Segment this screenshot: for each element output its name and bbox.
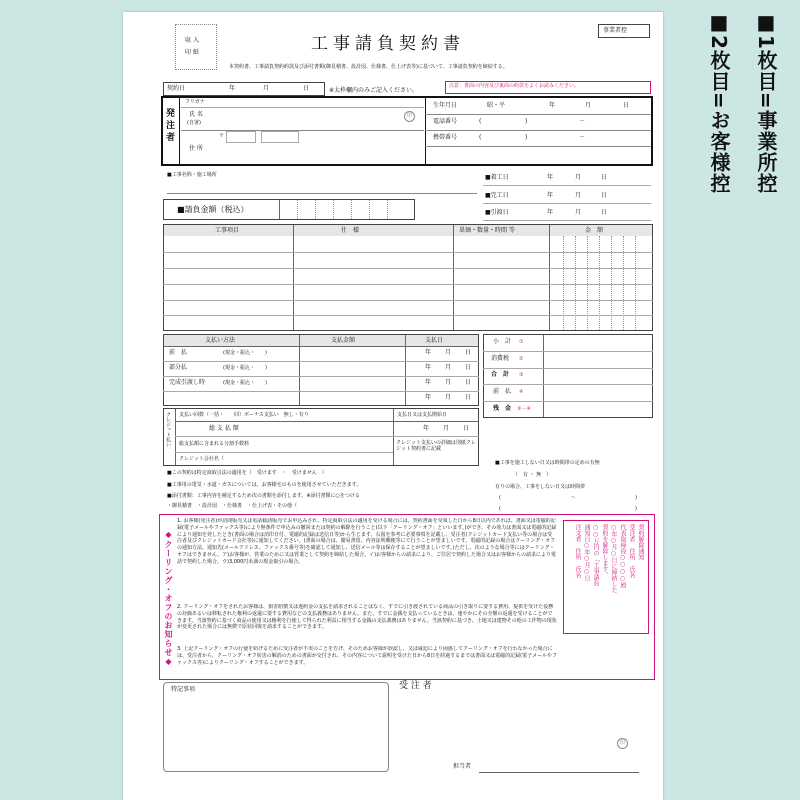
payment-row-partial-method: (現金・振込・ ) <box>223 365 267 371</box>
pay-date-year-4: 年 <box>425 394 432 401</box>
pay-date-year-3: 年 <box>425 379 432 386</box>
handover-date-label: ■引渡日 <box>485 209 509 216</box>
credit-year: 年 <box>423 425 430 432</box>
tax-num: ② <box>519 356 524 362</box>
payment-row-completion-method: (現金・振込・ ) <box>223 380 267 386</box>
orderer-label: 発注者 <box>164 108 174 144</box>
credit-note: クレジット支払いの詳細は別紙クレジット契約書に記載 <box>396 440 476 453</box>
credit-count-row: 支払い回数（一括・ 回）ボーナス支払い 無し・有り <box>179 412 309 418</box>
birth-month: 月 <box>585 102 592 109</box>
hours-paren-open: ( <box>499 495 501 501</box>
attachments-list: ・御見積書 ・設計図 ・仕様書 ・仕上げ表・その他（ <box>167 503 298 509</box>
hours-paren-close-2: ) <box>635 506 637 512</box>
pay-date-year-2: 年 <box>425 364 432 371</box>
credit-company-label: クレジット会社名（ <box>179 456 224 462</box>
phone-paren-close: ) <box>525 118 528 125</box>
name-label: 氏 名 <box>189 111 203 118</box>
start-year: 年 <box>547 174 554 181</box>
pay-date-month-2: 月 <box>445 364 452 371</box>
address-label: 住 所 <box>189 145 203 152</box>
furigana-label: フリガナ <box>185 99 205 105</box>
payment-header-method: 支払い方法 <box>205 337 236 344</box>
handover-year: 年 <box>547 209 554 216</box>
sample-line-6: ○○万円の「工事請負 <box>592 524 599 586</box>
name-sub-label: (自署) <box>187 120 201 126</box>
birth-label: 生年月日 <box>433 102 458 109</box>
hours-range: ～ <box>571 495 577 501</box>
sample-notice <box>567 524 645 632</box>
sample-line-3: 代表取締役○○○○殿 <box>619 524 626 588</box>
contract-month: 月 <box>263 85 270 92</box>
orderer-seal: 印 <box>404 111 415 122</box>
finish-date-label: ■完工日 <box>485 192 509 199</box>
hours-detail: 有りの場合、工事をしない日又は時間帯 <box>495 484 586 490</box>
mobile-paren-close: ) <box>525 134 528 141</box>
cooling-off-para-1: 1. お客様(発注者)が訪問販売又は電話勧誘販売でお申込みされ、特定商取引法の適用を受ける場合には、契約書面を受領した日から8日以内であれば、書面又は電磁的記録(電子メールやファックス等)により無条件で申込みの撤回または契約の解除を行うこと(以下「クーリング・オフ」といいます。)ができ、その効力は書面又は電磁的記録により通知を発したとき(書面の場合は消印日付、電磁的記録は送信日等)から生じます。右図を参考に必要事項を記載し、受注者(クレジットカード支払い等の場合は受注者及びクレジットカード会社等)に通知してください。(書面の場合は、簡易書留、内容証明郵便等にて行うことが望ましいです。電磁的記録の場合はクーリング・オフの通知方法、通知先(メールアドレス、ファックス番号等)を確認して通知し、送信メール等は保存することが望ましいです。)ただし、次のような場合等にはクーリング・オフはできません。ア)お客様が、営業のために又は営業として契約を締結した場合。イ)お客様からの請求により、ご住居で契約した場合又はお客様からの請求により電話で契約した場合。ウ)3,000円未満の現金取引の場合。 <box>177 518 557 565</box>
table-header-item: 工事項目 <box>215 227 240 234</box>
tax-label: 消費税 <box>491 355 510 362</box>
contract-day: 日 <box>303 85 310 92</box>
birth-year: 年 <box>549 102 556 109</box>
pay-date-day-1: 日 <box>465 349 472 356</box>
form-title: 工事請負契約書 <box>311 34 465 54</box>
cooling-off-text <box>177 518 557 678</box>
balance-num: ③－④ <box>517 406 531 412</box>
finish-month: 月 <box>575 192 582 199</box>
hours-label: ■工事を施工しない日又は時間帯の定めの有無 <box>495 460 600 466</box>
remarks-label: 特記事項 <box>171 686 196 693</box>
contract-amount-label: ■請負金額（税込） <box>177 205 249 214</box>
pay-date-day-3: 日 <box>465 379 472 386</box>
credit-day: 日 <box>463 425 470 432</box>
special-sale-note: ■この契約は特定商取引法の適用を（ 受けます ・ 受けません ） <box>167 470 327 476</box>
payment-header-date: 支払日 <box>425 337 444 344</box>
credit-label: クレジット払い <box>165 412 171 447</box>
intro-text: 本契約書、工事請負契約約款及び添付書類(御見積書、設計図、仕様書、仕上げ表等)に基づいて、工事請負契約を締結する。 <box>229 64 508 70</box>
birth-era: 昭・平 <box>487 102 506 109</box>
pay-date-month-1: 月 <box>445 349 452 356</box>
start-day: 日 <box>601 174 608 181</box>
pay-date-day-4: 日 <box>465 394 472 401</box>
sample-line-7: 通知日○年○月○日 <box>583 524 590 581</box>
side-label-office-copy: ■1枚目=事業所控 <box>754 10 778 194</box>
postal-boxes-b[interactable] <box>261 131 299 143</box>
side-label-customer-copy: ■2枚目=お客様控 <box>707 10 731 194</box>
start-date-label: ■着工日 <box>485 174 509 181</box>
pay-date-month-3: 月 <box>445 379 452 386</box>
subtotal-label: 小 計 <box>493 338 512 345</box>
contract-date-label: 契約日 <box>167 85 186 92</box>
person-in-charge-label: 担当者 <box>453 763 472 770</box>
phone-label: 電話番号 <box>433 118 458 125</box>
table-header-spec: 仕 様 <box>341 227 360 234</box>
sample-line-5: 契約を解除します。 <box>601 524 608 578</box>
cooling-off-para-2: 2. クーリング・オフをされたお客様は、損害賠償又は違約金の支払を請求されることはなく、すでに引き渡されている商品の引き取りに要する費用、提供を受けた役務の対価あるいは移転された権利の返還に要する費用などの支払義務はありません。また、すでに金銭を支払っているときは、速やかにその全額の返還を受けることができます。当該契約に基づく商品の使用又は権利を行使して得られた利益に相当する金銭の支払義務はありません。当該契約に基づき、土地又は建物その他の工作物の現状が変更された場合には無償で原状回復を請求することができます。 <box>177 604 557 631</box>
credit-start-header: 支払日又は支払開始日 <box>397 412 448 418</box>
remarks-box[interactable] <box>163 682 389 772</box>
pay-date-day-2: 日 <box>465 364 472 371</box>
handover-month: 月 <box>575 209 582 216</box>
contract-date-row <box>163 82 325 96</box>
pay-date-month-4: 月 <box>445 394 452 401</box>
balance-label: 残 金 <box>493 405 512 412</box>
sample-line-4: ○年○月○日に締結した <box>610 524 617 593</box>
payment-row-partial: 部分払 <box>169 364 188 371</box>
payment-header-amount: 支払金額 <box>331 337 356 344</box>
payment-row-advance: 前 払 <box>169 349 188 356</box>
cooling-off-para-3: 3. 上記クーリング・オフの行使を妨げるために受注者が不実のことを告げ、そのためお客様が誤認し、又は威迫により困惑してクーリング・オフを行わなかった場合には、受注者から、クーリング・オフ妨害の解消のための書面が交付され、その内容について説明を受けた日から8日を経過するまでは書面又は電磁的記録(電子メールやファックス等)によりクーリング・オフすることができます。 <box>177 646 557 666</box>
advance-num: ④ <box>519 389 524 395</box>
phone-paren-open: ( <box>479 118 482 125</box>
contractor-seal: 印 <box>617 738 628 749</box>
finish-day: 日 <box>601 192 608 199</box>
table-header-qty: 単価・数量・時間 等 <box>459 227 515 234</box>
contractor-label: 受 注 者 <box>399 681 432 691</box>
contract-form <box>123 12 663 800</box>
payment-row-advance-method: (現金・振込・ ) <box>223 350 267 356</box>
hours-choice: （ 有 ・ 無 ） <box>513 472 552 478</box>
site-label: ■工事名称・施工場所 <box>167 172 217 178</box>
hours-paren-close: ) <box>635 495 637 501</box>
stamp-box-line-2: 印 紙 <box>185 49 199 56</box>
birth-day: 日 <box>623 102 630 109</box>
sample-line-2: 受注者 住所 氏名 <box>628 524 635 578</box>
notice-text: 注意：書面の内容及び裏面の約款をよくお読みください。 <box>449 83 580 89</box>
mobile-label: 携帯番号 <box>433 134 458 141</box>
advance-label: 前 払 <box>493 388 512 395</box>
finish-year: 年 <box>547 192 554 199</box>
start-month: 月 <box>575 174 582 181</box>
payment-row-completion: 完成引渡し時 <box>169 379 206 386</box>
cooling-off-title: ◆クーリング・オフのお知らせ◆ <box>164 530 173 667</box>
contract-year: 年 <box>229 85 236 92</box>
total-label: 合 計 <box>491 371 510 378</box>
mobile-paren-open: ( <box>479 134 482 141</box>
phone-dash: － <box>579 118 586 125</box>
utility-note: ■工事用の電気・水道・ガスについては、お客様宅のものを使用させていただきます。 <box>167 482 362 488</box>
fill-note: ※太枠欄内のみご記入ください。 <box>329 87 419 94</box>
table-header-amount: 金 額 <box>585 227 604 234</box>
credit-total-label: 総 支 払 額 <box>209 425 239 432</box>
sample-line-1: 契約解除通知 <box>637 524 644 560</box>
credit-fee-label: 総支払額に含まれる分割手数料 <box>179 441 250 447</box>
handover-day: 日 <box>601 209 608 216</box>
postal-mark: 〒 <box>219 133 225 139</box>
revenue-stamp-box <box>175 24 217 70</box>
pay-date-year-1: 年 <box>425 349 432 356</box>
total-num: ③ <box>519 372 524 378</box>
mobile-dash: － <box>579 134 586 141</box>
attachments-note: ■添付書類：工事内容を補足するため次の書類を添付します。※添付書類に○をつける <box>167 493 360 499</box>
credit-month: 月 <box>443 425 450 432</box>
stamp-box-line-1: 収 入 <box>185 37 199 44</box>
hours-paren-open-2: ( <box>499 506 501 512</box>
copy-label-text: 事業者控 <box>603 27 628 34</box>
sample-line-8: 注文者 住所 氏名 <box>574 524 581 578</box>
subtotal-num: ① <box>519 339 524 345</box>
postal-boxes-a[interactable] <box>226 131 256 143</box>
